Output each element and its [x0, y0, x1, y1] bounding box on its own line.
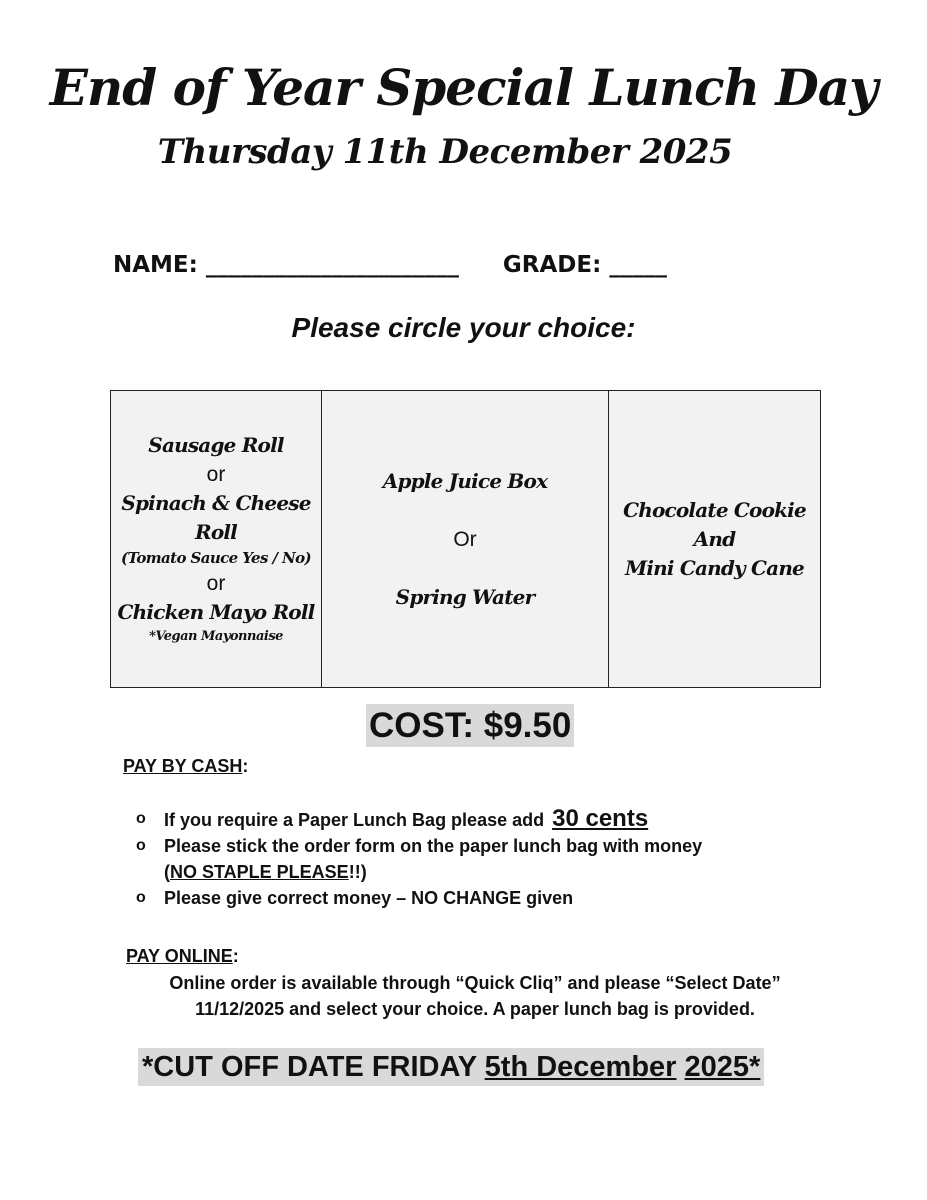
dessert-cookie: Chocolate Cookie [623, 497, 806, 522]
or-separator: or [206, 463, 226, 486]
dessert-and: And [693, 526, 736, 551]
pay-cash-heading-text: PAY BY CASH [123, 756, 243, 776]
pay-cash-heading [123, 756, 248, 777]
list-item [136, 885, 702, 911]
paper-bag-amount: 30 cents [552, 805, 649, 832]
menu-option-spinach-cheese-roll[interactable]: Spinach & Cheese Roll [121, 491, 311, 544]
menu-cell-drinks [322, 391, 609, 688]
or-separator: or [206, 572, 226, 595]
online-instructions [130, 970, 820, 1022]
cash-instructions-list [136, 806, 702, 911]
cutoff-date: 5th December [484, 1051, 677, 1083]
name-grade-row [113, 252, 667, 278]
order-form-text: Please stick the order form on the paper lunch bag with money [164, 836, 703, 856]
online-line-1: Online order is available through “Quick Cliq” and please “Select Date” [169, 973, 781, 993]
cutoff-space [676, 1051, 684, 1083]
page-title: End of Year Special Lunch Day [49, 58, 878, 117]
cost-label: COST: $9.50 [366, 704, 574, 747]
menu-cell-mains [111, 391, 322, 688]
no-staple-open: ( [164, 862, 170, 882]
name-blank[interactable]: ______________________ [205, 252, 459, 278]
no-staple-text: NO STAPLE PLEASE [170, 862, 349, 882]
cutoff-notice [138, 1048, 764, 1086]
cutoff-year: 2025* [684, 1051, 761, 1083]
bullet-marker: o [136, 810, 146, 827]
tomato-sauce-note: (Tomato Sauce Yes / No) [121, 549, 311, 567]
menu-option-chicken-mayo-roll[interactable]: Chicken Mayo Roll [117, 600, 315, 624]
dessert-candy-cane: Mini Candy Cane [625, 555, 804, 580]
bullet-marker: o [136, 889, 146, 906]
menu-cell-dessert [609, 391, 821, 688]
grade-label: GRADE: [502, 252, 602, 278]
grade-blank[interactable]: _____ [609, 252, 667, 278]
menu-option-apple-juice[interactable]: Apple Juice Box [382, 468, 548, 493]
list-item [136, 806, 702, 833]
instruction-text: Please circle your choice: [291, 312, 636, 343]
event-date: Thursday 11th December 2025 [157, 132, 733, 172]
cutoff-prefix: *CUT OFF DATE FRIDAY [142, 1051, 485, 1083]
pay-online-colon: : [232, 946, 239, 966]
list-item [136, 833, 702, 885]
bullet-marker: o [136, 837, 146, 854]
pay-cash-colon: : [242, 756, 249, 776]
or-separator: Or [453, 527, 477, 551]
pay-online-heading [126, 946, 239, 967]
pay-online-heading-text: PAY ONLINE [126, 946, 233, 966]
correct-money-text: Please give correct money – NO CHANGE given [164, 888, 574, 908]
no-staple-close: !!) [348, 862, 367, 882]
menu-option-spring-water[interactable]: Spring Water [395, 584, 535, 609]
menu-option-sausage-roll[interactable]: Sausage Roll [148, 433, 284, 457]
online-line-2: 11/12/2025 and select your choice. A paper lunch bag is provided. [195, 999, 755, 1019]
menu-table [110, 390, 821, 688]
vegan-mayo-note: *Vegan Mayonnaise [149, 629, 283, 644]
name-label: NAME: [113, 252, 198, 278]
paper-bag-text: If you require a Paper Lunch Bag please add [164, 810, 545, 830]
